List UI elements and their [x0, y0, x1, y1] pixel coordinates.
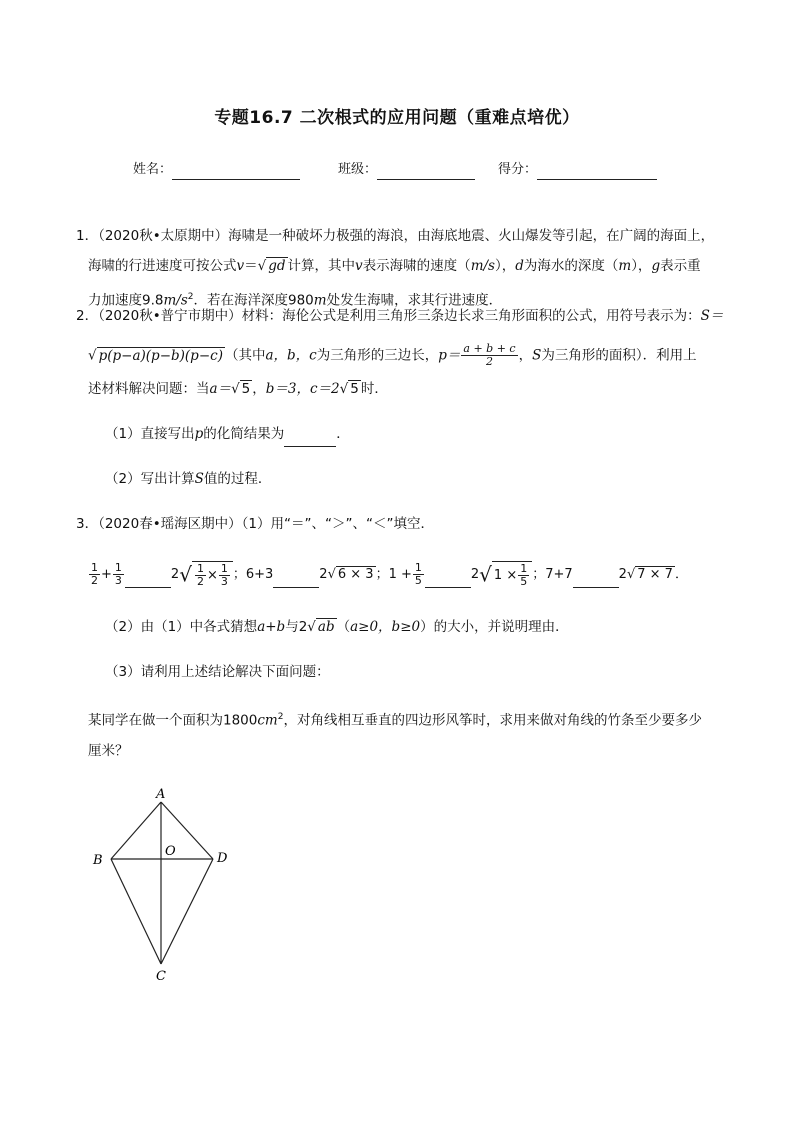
- q2-c-eq: c＝2: [310, 381, 340, 397]
- q2-a-radicand: 5: [241, 381, 251, 397]
- q2-line1: [76, 306, 723, 326]
- separator: ；: [375, 567, 389, 582]
- q2-sub2-text: （2）写出计算: [105, 471, 195, 487]
- q1-var-g: g: [651, 258, 661, 274]
- kite-edge-DC: [161, 859, 213, 964]
- q1-text: 表示重: [660, 258, 701, 274]
- coefficient-two: 2: [170, 567, 180, 582]
- q1-text: 表示海啸的速度（: [362, 258, 471, 274]
- q1-line1: [76, 226, 714, 246]
- q3-problem-unit: cm: [257, 712, 278, 729]
- q2-sub2-text: 值的过程．: [203, 471, 272, 487]
- q2-sub1-text: 的化简结果为: [203, 426, 285, 442]
- q1-text: 处发生海啸，求其行进速度．: [326, 292, 503, 309]
- q3-blank-4[interactable]: [573, 567, 619, 588]
- times-sign: ×: [206, 568, 218, 583]
- q1-number: 1．: [76, 228, 99, 244]
- q3-comparison-expressions: [88, 561, 688, 588]
- q3-expr2-radicand: 6 × 3: [337, 567, 374, 582]
- q3-frac-fifth: [413, 562, 424, 587]
- q3-part1: （1）用“＝”、“＞”、“＜”填空．: [241, 516, 434, 532]
- q1-unit: m/s: [470, 258, 495, 274]
- q3-expr2-left: 6+3: [245, 567, 274, 582]
- q3-number: 3．: [76, 516, 99, 532]
- score-field: [498, 158, 657, 180]
- denominator: 3: [220, 575, 228, 588]
- q2-text: （其中: [224, 347, 266, 364]
- q2-var-S: S: [532, 347, 542, 364]
- q2-sub1-text: （1）直接写出: [105, 426, 195, 442]
- sqrt-symbol: √: [307, 619, 316, 635]
- q1-text: ），: [494, 258, 516, 274]
- q1-superscript: 2: [187, 292, 194, 302]
- page-title: 专题16.7 二次根式的应用问题（重难点培优）: [214, 108, 580, 128]
- q1-formula-eq: ＝: [244, 258, 258, 274]
- numerator: 1: [220, 562, 228, 575]
- q2-number: 2．: [76, 308, 99, 324]
- q3-part3: [105, 662, 330, 682]
- q3-part2: [105, 617, 569, 637]
- q2-s-eq: S＝: [700, 308, 724, 324]
- denominator: 2: [196, 575, 204, 588]
- q1-text: ．若在海洋深度980: [193, 292, 314, 309]
- q2-line3: [88, 379, 388, 399]
- q3-radicand-3: [492, 561, 532, 588]
- q1-text: 计算，其中: [287, 258, 356, 274]
- q3-part2-text: 与2: [285, 619, 308, 635]
- q2-b-eq: b＝3，: [265, 381, 310, 397]
- q1-formula-radicand: gd: [268, 258, 286, 274]
- center-label-O: O: [165, 844, 176, 859]
- q1-text: 力加速度9.8: [88, 292, 164, 309]
- q3-expr4-radicand: 7 × 7: [637, 567, 673, 582]
- q2-sqrt-symbol: √: [88, 347, 97, 364]
- q1-line2: [88, 256, 701, 276]
- q3-blank-1[interactable]: [125, 567, 171, 588]
- q2-c-radicand: 5: [350, 381, 359, 397]
- q3-part2-condition: a≥0，b≥0: [350, 619, 421, 635]
- coefficient-two: 2: [470, 567, 480, 582]
- q1-source: （2020秋•太原期中）: [98, 228, 229, 244]
- q2-a-eq: a＝: [209, 381, 232, 397]
- q2-source: （2020秋•普宁市期中）: [98, 308, 242, 324]
- coefficient-two: 2: [319, 567, 328, 582]
- score-blank[interactable]: [537, 164, 657, 180]
- q2-text: ，: [518, 347, 533, 364]
- vertex-label-B: B: [93, 853, 103, 868]
- q3-radicand-1: [192, 561, 233, 588]
- q1-unit: m: [618, 258, 632, 274]
- q2-line2: [88, 343, 697, 368]
- q3-frac-half: [89, 562, 100, 587]
- kite-edge-BC: [111, 859, 161, 964]
- q3-expr4-left: 7+7: [545, 567, 573, 582]
- denominator: 2: [91, 574, 98, 587]
- q3-source: （2020春•瑶海区期中）: [98, 516, 242, 532]
- q1-var-d: d: [515, 258, 524, 274]
- q1-text: ），: [631, 258, 652, 274]
- q2-sqrt-symbol: √: [339, 381, 349, 397]
- q2-p-fraction: [461, 343, 517, 368]
- separator: ；: [532, 567, 546, 582]
- q3-part2-sum: a+b: [257, 619, 286, 635]
- q2-text: 述材料解决问题：当: [88, 381, 210, 397]
- q1-sqrt-symbol: √: [257, 258, 267, 274]
- q3-blank-3[interactable]: [425, 567, 471, 588]
- q2-heron-radicand: p(p−a)(p−b)(p−c): [98, 347, 223, 364]
- name-label: 姓名：: [133, 162, 173, 177]
- class-label: 班级：: [338, 162, 378, 177]
- q1-var-v: v: [355, 258, 363, 274]
- q2-text: 材料：海伦公式是利用三角形三条边长求三角形面积的公式，用符号表示为：: [241, 308, 701, 324]
- denominator: 5: [520, 575, 528, 588]
- q2-sub1: [105, 424, 350, 447]
- denominator: 3: [114, 574, 122, 587]
- q2-p-denominator: 2: [485, 355, 493, 368]
- q2-sub2-var: S: [194, 471, 204, 487]
- sqrt-symbol: √: [479, 562, 492, 587]
- q3-problem-line1: [88, 707, 702, 731]
- q3-part2-text: ）的大小，并说明理由．: [420, 619, 569, 635]
- q3-problem-line2: [88, 741, 129, 761]
- q2-sub2: [105, 469, 271, 489]
- q3-part2-radicand: ab: [317, 619, 335, 635]
- denominator: 5: [414, 574, 422, 587]
- q2-sub1-var: p: [194, 426, 204, 442]
- q3-problem-superscript: 2: [277, 712, 284, 722]
- q3-part3-text: （3）请利用上述结论解决下面问题：: [105, 664, 330, 680]
- sqrt-symbol: √: [179, 562, 192, 587]
- q2-text: ，: [252, 381, 266, 397]
- separator: ；: [232, 567, 246, 582]
- q3-problem-text: ，对角线相互垂直的四边形风筝时，求用来做对角线的竹条至少要多少: [283, 712, 702, 729]
- q1-text: 海啸的行进速度可按公式: [88, 258, 237, 274]
- numerator: 1: [114, 561, 122, 574]
- q1-text: 为海水的深度（: [523, 258, 619, 274]
- class-field: [338, 158, 475, 180]
- score-label: 得分：: [498, 162, 538, 177]
- plus-sign: +: [101, 567, 112, 582]
- period: ．: [674, 567, 688, 582]
- numerator: 1: [196, 562, 204, 575]
- q3-problem-text: 某同学在做一个面积为1800: [88, 712, 258, 729]
- q3-frac-third: [113, 562, 124, 587]
- q2-sqrt-symbol: √: [231, 381, 240, 397]
- q2-p-eq: p＝: [438, 347, 461, 364]
- numerator: 1: [520, 562, 528, 575]
- vertex-label-A: A: [156, 787, 166, 802]
- q3-blank-2[interactable]: [273, 567, 319, 588]
- q2-vars: a，b，c: [265, 347, 317, 364]
- vertex-label-D: D: [217, 851, 228, 866]
- q3-problem-text: 厘米？: [88, 743, 129, 759]
- numerator: 1: [414, 561, 422, 574]
- q2-sub1-text: ．: [336, 426, 350, 442]
- q3-part2-text: （: [336, 619, 351, 635]
- q2-text: 为三角形的三边长，: [316, 347, 439, 364]
- coefficient-two: 2: [618, 567, 627, 582]
- vertex-label-C: C: [156, 969, 166, 984]
- q2-p-numerator: a + b + c: [463, 342, 516, 355]
- q1-unit: m: [313, 292, 327, 309]
- radicand-part: 1 ×: [493, 568, 518, 583]
- q1-formula-v: v: [236, 258, 245, 274]
- q3-expr3-left: 1 +: [388, 567, 412, 582]
- kite-edge-AB: [111, 802, 161, 859]
- sqrt-symbol: √: [327, 567, 336, 582]
- numerator: 1: [91, 561, 98, 574]
- sqrt-symbol: √: [626, 567, 636, 582]
- name-field: [133, 158, 300, 180]
- q2-text: 为三角形的面积）．利用上: [541, 347, 697, 364]
- q3-part2-text: （2）由（1）中各式猜想: [105, 619, 258, 635]
- name-blank[interactable]: [172, 164, 300, 180]
- q1-text: 海啸是一种破坏力极强的海浪，由海底地震、火山爆发等引起，在广阔的海面上，: [228, 228, 715, 244]
- q1-unit: m/s: [163, 292, 188, 309]
- q2-sub1-answer-blank[interactable]: [284, 426, 336, 447]
- q3-line1: [76, 514, 434, 534]
- q2-text: 时．: [360, 381, 388, 397]
- kite-diagram: [88, 784, 248, 984]
- class-blank[interactable]: [377, 164, 475, 180]
